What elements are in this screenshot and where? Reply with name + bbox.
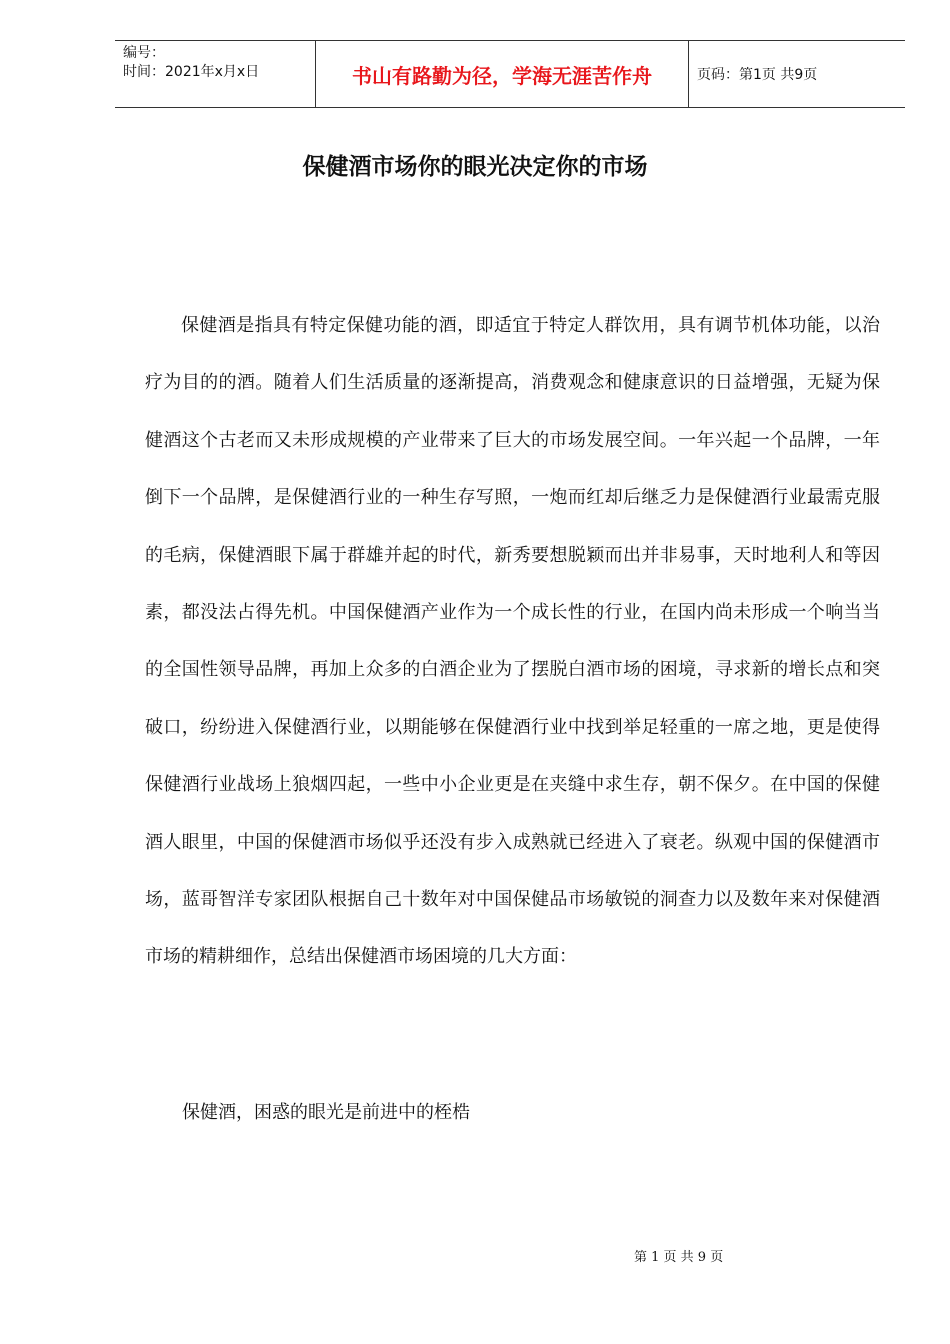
header-table (115, 40, 905, 108)
time-label: 时间：2021年x月x日 (123, 64, 260, 80)
header-motto: 书山有路勤为径，学海无涯苦作舟 (316, 41, 689, 107)
number-label: 编号： (123, 45, 165, 61)
page-footer: 第 1 页 共 9 页 (634, 1250, 724, 1265)
section-subheading: 保健酒，困惑的眼光是前进中的桎梏 (182, 1102, 470, 1123)
header-meta (115, 41, 316, 107)
header-page-info: 页码：第1页 共9页 (697, 67, 818, 83)
body-paragraph: 保健酒是指具有特定保健功能的酒，即适宜于特定人群饮用，具有调节机体功能，以治疗为目的的酒。随着人们生活质量的逐渐提高，消费观念和健康意识的日益增强，无疑为保健酒这个古老而又未形成规模的产业带来了巨大的市场发展空间。一年兴起一个品牌，一年倒下一个品牌，是保健酒行业的一种生存写照，一炮而红却后继乏力是保健酒行业最需克服的毛病，保健酒眼下属于群雄并起的时代，新秀要想脱颖而出并非易事，天时地利人和等因素，都没法占得先机。中国保健酒产业作为一个成长性的行业，在国内尚未形成一个响当当的全国性领导品牌，再加上众多的白酒企业为了摆脱白酒市场的困境，寻求新的增长点和突破口，纷纷进入保健酒行业，以期能够在保健酒行业中找到举足轻重的一席之地，更是使得保健酒行业战场上狼烟四起，一些中小企业更是在夹缝中求生存，朝不保夕。在中国的保健酒人眼里，中国的保健酒市场似乎还没有步入成熟就已经进入了衰老。纵观中国的保健酒市场，蓝哥智洋专家团队根据自己十数年对中国保健品市场敏锐的洞查力以及数年来对保健酒市场的精耕细作，总结出保健酒市场困境的几大方面： (145, 315, 880, 968)
document-title: 保健酒市场你的眼光决定你的市场 (302, 154, 648, 180)
